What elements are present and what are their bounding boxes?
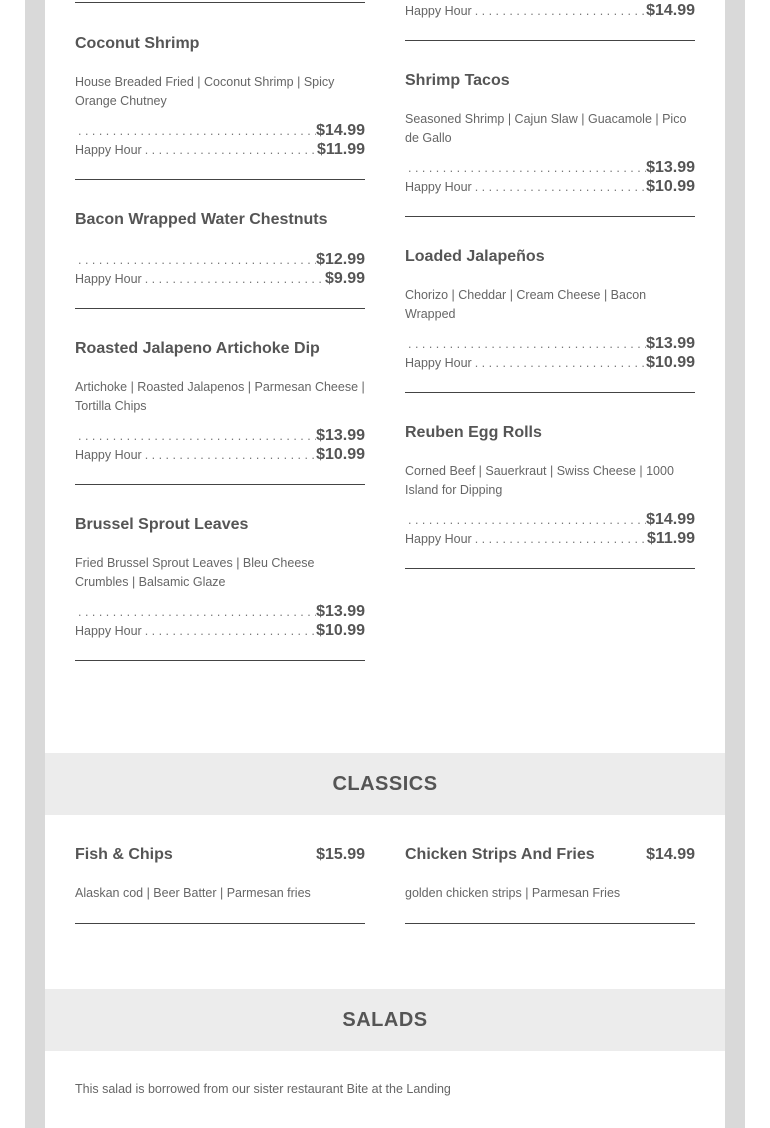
item-title: Bacon Wrapped Water Chestnuts — [75, 211, 328, 228]
appetizers-left-column — [75, 0, 365, 661]
menu-item — [405, 71, 695, 217]
menu-item — [75, 845, 365, 924]
item-price-row — [75, 602, 365, 621]
happy-hour-price-row — [405, 177, 695, 196]
happy-hour-label: Happy Hour — [75, 143, 142, 157]
divider — [75, 484, 365, 485]
happy-hour-price: $10.99 — [316, 622, 365, 639]
happy-hour-price: $9.99 — [324, 270, 365, 287]
happy-hour-price-row — [75, 445, 365, 464]
divider — [75, 660, 365, 661]
happy-hour-price: $11.99 — [316, 141, 365, 158]
item-price: $14.99 — [316, 122, 365, 139]
item-price-row — [405, 510, 695, 529]
menu-item — [75, 210, 365, 309]
happy-hour-price-row — [75, 621, 365, 640]
divider — [405, 568, 695, 569]
divider — [75, 923, 365, 924]
menu-item — [405, 423, 695, 569]
menu-page — [45, 0, 725, 1128]
leader-dots — [472, 354, 646, 372]
item-title: Reuben Egg Rolls — [405, 424, 542, 441]
divider — [405, 216, 695, 217]
divider — [75, 179, 365, 180]
leader-dots — [142, 446, 316, 464]
item-price: $15.99 — [316, 846, 365, 863]
item-price: $12.99 — [316, 251, 365, 268]
happy-hour-label: Happy Hour — [405, 180, 472, 194]
happy-hour-label: Happy Hour — [405, 356, 472, 370]
happy-hour-price-row — [75, 269, 365, 288]
happy-hour-price: $10.99 — [316, 446, 365, 463]
item-description: House Breaded Fried | Coconut Shrimp | Spicy Orange Chutney — [75, 75, 335, 108]
item-description: Alaskan cod | Beer Batter | Parmesan fries — [75, 886, 311, 900]
item-header — [405, 845, 695, 865]
happy-hour-label: Happy Hour — [405, 532, 472, 546]
happy-hour-price-row — [405, 529, 695, 548]
item-price-row — [75, 250, 365, 269]
leader-dots — [405, 159, 646, 177]
happy-hour-price-row — [405, 353, 695, 372]
leader-dots — [75, 122, 316, 140]
item-title: Chicken Strips And Fries — [405, 846, 595, 863]
menu-item — [75, 339, 365, 485]
happy-hour-label: Happy Hour — [405, 4, 472, 18]
divider — [405, 923, 695, 924]
happy-hour-price-row — [405, 1, 695, 20]
leader-dots — [142, 622, 316, 640]
item-price: $13.99 — [316, 427, 365, 444]
menu-item — [405, 845, 695, 924]
leader-dots — [75, 251, 316, 269]
item-price: $13.99 — [646, 159, 695, 176]
item-price-row — [75, 426, 365, 445]
item-title: Roasted Jalapeno Artichoke Dip — [75, 340, 320, 357]
item-title: Loaded Jalapeños — [405, 248, 545, 265]
leader-dots — [142, 270, 325, 288]
item-title: Fish & Chips — [75, 846, 173, 863]
item-title: Shrimp Tacos — [405, 72, 510, 89]
section-heading-classics: CLASSICS — [45, 753, 725, 815]
item-description: golden chicken strips | Parmesan Fries — [405, 886, 621, 900]
section-description: This salad is borrowed from our sister restaurant Bite at the Landing — [75, 1082, 451, 1096]
menu-item — [75, 515, 365, 661]
appetizers-right-column — [405, 0, 695, 569]
happy-hour-price-row — [75, 140, 365, 159]
leader-dots — [472, 2, 646, 20]
leader-dots — [405, 335, 646, 353]
happy-hour-label: Happy Hour — [75, 272, 142, 286]
item-price: $14.99 — [646, 846, 695, 863]
happy-hour-price: $10.99 — [646, 354, 695, 371]
item-description: Corned Beef | Sauerkraut | Swiss Cheese | 1000 Island for Dipping — [405, 464, 674, 497]
menu-item — [405, 247, 695, 393]
leader-dots — [405, 511, 646, 529]
divider — [75, 2, 365, 3]
leader-dots — [75, 603, 316, 621]
item-header — [75, 845, 365, 865]
leader-dots — [472, 178, 646, 196]
item-description: Chorizo | Cheddar | Cream Cheese | Bacon Wrapped — [405, 288, 647, 321]
happy-hour-price: $14.99 — [646, 2, 695, 19]
menu-item — [75, 34, 365, 180]
item-title: Coconut Shrimp — [75, 35, 200, 52]
section-heading-salads: SALADS — [45, 989, 725, 1051]
item-price-row — [405, 334, 695, 353]
item-price-row — [75, 121, 365, 140]
happy-hour-label: Happy Hour — [75, 624, 142, 638]
happy-hour-price: $10.99 — [646, 178, 695, 195]
leader-dots — [142, 141, 317, 159]
happy-hour-price: $11.99 — [646, 530, 695, 547]
item-price: $13.99 — [646, 335, 695, 352]
leader-dots — [75, 427, 316, 445]
divider — [405, 392, 695, 393]
item-price-row — [405, 158, 695, 177]
item-description: Fried Brussel Sprout Leaves | Bleu Cheese Crumbles | Balsamic Glaze — [75, 556, 315, 589]
item-price: $14.99 — [646, 511, 695, 528]
divider — [75, 308, 365, 309]
item-description: Artichoke | Roasted Jalapenos | Parmesan Cheese | Tortilla Chips — [75, 380, 365, 413]
item-price: $13.99 — [316, 603, 365, 620]
divider — [405, 40, 695, 41]
happy-hour-label: Happy Hour — [75, 448, 142, 462]
leader-dots — [472, 530, 647, 548]
item-description: Seasoned Shrimp | Cajun Slaw | Guacamole | Pico de Gallo — [405, 112, 687, 145]
item-title: Brussel Sprout Leaves — [75, 516, 249, 533]
